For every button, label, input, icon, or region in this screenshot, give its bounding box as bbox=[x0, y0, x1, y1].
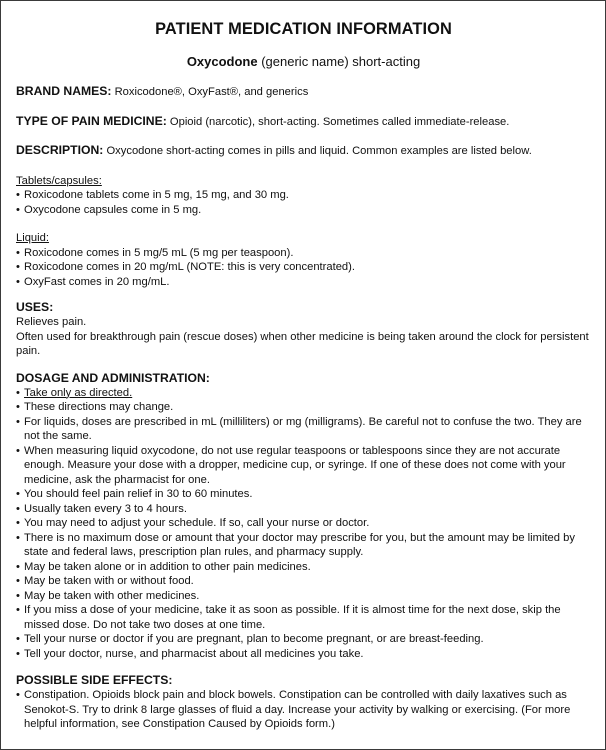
tablets-capsules-label: Tablets/capsules: bbox=[16, 174, 102, 187]
take-as-directed-text: Take only as directed. bbox=[24, 386, 133, 399]
list-item: • OxyFast comes in 20 mg/mL. bbox=[16, 275, 591, 290]
list-item: • When measuring liquid oxycodone, do not use regular teaspoons or tablespoons since they are not accurate enough. Measure your dose with a dropper, medicine cup, or syringe. If one of these does not come with your medicine, ask the pharmacist for one. bbox=[16, 444, 591, 488]
generic-drug-name: Oxycodone bbox=[186, 54, 258, 69]
list-item: • May be taken alone or in addition to other pain medicines. bbox=[16, 560, 591, 575]
list-item: • May be taken with other medicines. bbox=[16, 589, 591, 604]
dosage-heading: DOSAGE AND ADMINISTRATION: bbox=[16, 370, 210, 385]
pain-medicine-type-field bbox=[16, 114, 591, 130]
list-item: • Roxicodone tablets come in 5 mg, 15 mg, and 30 mg. bbox=[16, 188, 591, 203]
list-item: • Roxicodone comes in 20 mg/mL (NOTE: this is very concentrated). bbox=[16, 260, 591, 275]
list-item: • Tell your doctor, nurse, and pharmacist about all medicines you take. bbox=[16, 647, 591, 662]
brand-names-label: BRAND NAMES: bbox=[16, 84, 112, 98]
list-item: • Oxycodone capsules come in 5 mg. bbox=[16, 203, 591, 218]
list-item: • You may need to adjust your schedule. If so, call your nurse or doctor. bbox=[16, 516, 591, 531]
uses-heading: USES: bbox=[16, 300, 54, 314]
list-item: • Constipation. Opioids block pain and block bowels. Constipation can be controlled with daily laxatives such as Senokot-S. Try to drink 8 large glasses of fluid a day. Increase your activity by walking or exercising. (For more helpful information, see Constipation Caused by Opioids form.) bbox=[16, 688, 591, 732]
uses-line: Often used for breakthrough pain (rescue doses) when other medicine is being taken around the clock for persistent pain. bbox=[16, 330, 589, 357]
liquid-list bbox=[16, 246, 591, 290]
pain-medicine-type-value: Opioid (narcotic), short-acting. Sometimes called immediate-release. bbox=[166, 115, 510, 128]
list-item: • There is no maximum dose or amount that your doctor may prescribe for you, but the amount may be limited by state and federal laws, prescription plan rules, and pharmacy supply. bbox=[16, 531, 591, 560]
dosage-list bbox=[16, 386, 591, 662]
list-item: • For liquids, doses are prescribed in mL (milliliters) or mg (milligrams). Be careful not to confuse the two. They are not the same. bbox=[16, 415, 591, 444]
pain-medicine-type-label: TYPE OF PAIN MEDICINE: bbox=[16, 113, 167, 128]
tablets-list bbox=[16, 188, 591, 217]
subtitle-rest: (generic name) short-acting bbox=[257, 54, 421, 69]
description-label: DESCRIPTION: bbox=[16, 143, 104, 157]
liquid-label: Liquid: bbox=[16, 232, 49, 244]
list-item: • These directions may change. bbox=[16, 400, 591, 415]
list-item bbox=[16, 386, 591, 401]
list-item: • You should feel pain relief in 30 to 60 minutes. bbox=[16, 487, 591, 502]
list-item: • Tell your nurse or doctor if you are pregnant, plan to become pregnant, or are breast-feeding. bbox=[16, 632, 591, 647]
side-effects-heading: POSSIBLE SIDE EFFECTS: bbox=[16, 673, 173, 687]
side-effects-list bbox=[16, 688, 591, 732]
page-title: PATIENT MEDICATION INFORMATION bbox=[155, 20, 452, 38]
list-item: • Roxicodone comes in 5 mg/5 mL (5 mg per teaspoon). bbox=[16, 246, 591, 261]
list-item: • May be taken with or without food. bbox=[16, 574, 591, 589]
brand-names-field bbox=[16, 84, 591, 100]
brand-names-value: Roxicodone®, OxyFast®, and generics bbox=[111, 86, 309, 98]
description-value: Oxycodone short-acting comes in pills and liquid. Common examples are listed below. bbox=[103, 145, 532, 157]
drug-subtitle bbox=[16, 53, 591, 70]
list-item: • Usually taken every 3 to 4 hours. bbox=[16, 502, 591, 517]
list-item: • If you miss a dose of your medicine, take it as soon as possible. If it is almost time for the next dose, skip the missed dose. Do not take two doses at one time. bbox=[16, 603, 591, 632]
description-field bbox=[16, 143, 591, 159]
uses-line: Relieves pain. bbox=[16, 316, 87, 328]
